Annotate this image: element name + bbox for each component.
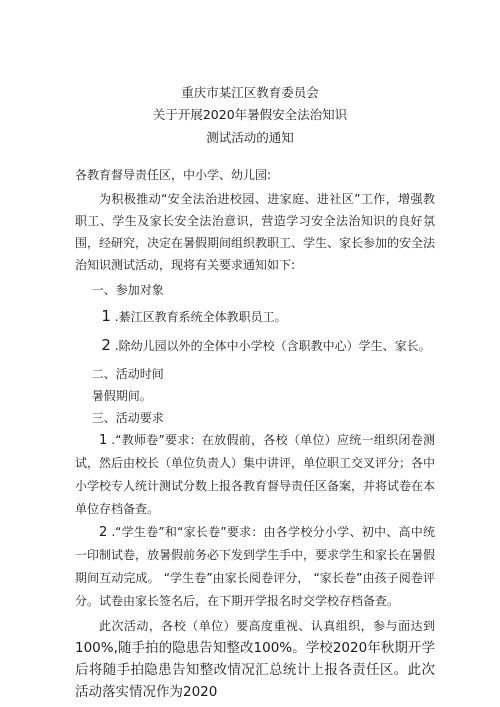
item-text: .除幼儿园以外的全体中小学校（含职教中心）学生、家长。 bbox=[114, 339, 431, 353]
section-1-heading: 一、参加对象 bbox=[91, 283, 164, 297]
item-number: 2 bbox=[101, 336, 111, 354]
item-number: 2 bbox=[99, 525, 108, 540]
section-2-text: 暑假期间。 bbox=[91, 389, 152, 403]
section-3-heading: 三、活动要求 bbox=[91, 411, 164, 425]
closing-text-2: 100%,随手拍的隐患告知整改100%。学校2020年秋期开学后将随手拍隐患告知整改情况汇总统计上报各责任区。此次活动落实情况作为2020 bbox=[75, 640, 435, 700]
notice-body bbox=[75, 166, 435, 703]
notice-title-line-1: 关于开展2020年暑假安全法治知识 bbox=[152, 107, 348, 122]
salutation: 各教育督导责任区，中小学、幼儿园: bbox=[75, 168, 272, 182]
notice-title-line-2: 测试活动的通知 bbox=[206, 130, 294, 145]
item-text: .綦江区教育系统全体教职员工。 bbox=[114, 310, 287, 324]
closing-text-1: 此次活动，各校（单位）要高度重视、认真组织，参与面达到 bbox=[99, 619, 435, 633]
section-1-item-2 bbox=[75, 334, 435, 357]
section-1-item-1 bbox=[75, 305, 435, 328]
item-text: .“学生卷”和“家长卷”要求：由各学校分小学、初中、高中统一印制试卷，放暑假前务必下发到学生手中，要求学生和家长在暑假期间互动完成。 “学生卷”由家长阅卷评分， “家长卷”由孩子阅卷评分。试卷由家长签名后，在下期开学报名时交学校存档备查。 bbox=[75, 525, 436, 608]
item-number: 1 bbox=[101, 307, 111, 325]
item-text: .“教师卷”要求：在放假前，各校（单位）应统一组织闭卷测试，然后由校长（单位负责人）集中讲评，单位职工交叉评分；各中小学校专人统计测试分数上报各教育督导责任区备案，并将试卷在本单位存档备查。 bbox=[75, 433, 436, 516]
closing-paragraph bbox=[75, 615, 435, 703]
section-2-heading: 二、活动时间 bbox=[91, 367, 164, 381]
item-number: 1 bbox=[99, 433, 108, 448]
issuing-organization: 重庆市某江区教育委员会 bbox=[181, 85, 319, 100]
intro-paragraph: 为积极推动“安全法治进校园、进家庭、进社区”工作，增强教职工、学生及家长安全法治意识，营造学习安全法治知识的良好氛围，经研究，决定在暑假期间组织教职工、学生、家长参加的安全法治知识测试活动，现将有关要求通知如下: bbox=[75, 192, 436, 272]
section-3-requirement-1 bbox=[75, 429, 435, 521]
section-3-requirement-2 bbox=[75, 521, 435, 613]
